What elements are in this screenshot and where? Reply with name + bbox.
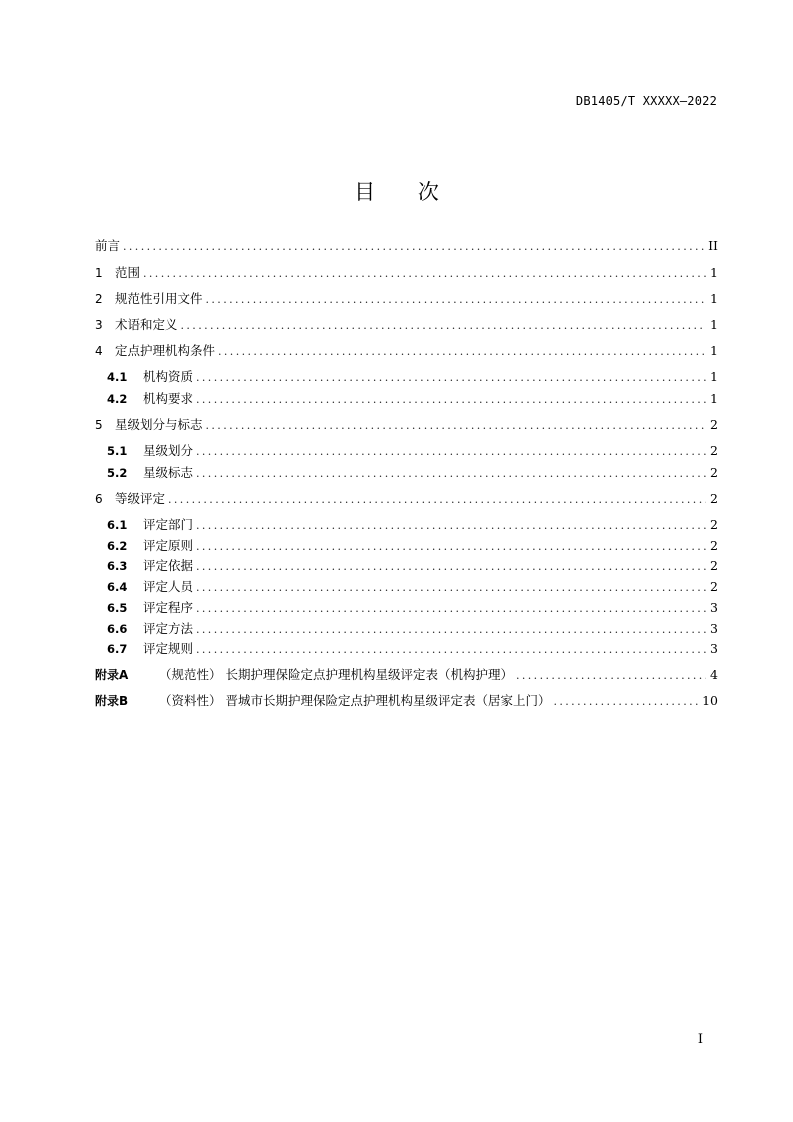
toc-entry-number: 6.5 xyxy=(107,601,128,615)
toc-entry-number: 1 xyxy=(95,266,103,280)
toc-entry-label: 术语和定义 xyxy=(115,317,178,332)
toc-entry-page: 1 xyxy=(710,391,718,406)
toc-entry-label: 评定方法 xyxy=(143,621,194,636)
toc-entry-number: 4.2 xyxy=(107,392,128,406)
toc-subentry[interactable] xyxy=(95,578,718,597)
toc-entry-number: 附录A xyxy=(95,668,129,682)
toc-entry-number: 5.1 xyxy=(107,444,128,458)
toc-entry[interactable] xyxy=(95,290,718,309)
toc-entry-page: II xyxy=(708,238,718,253)
leader-dots xyxy=(196,465,706,483)
toc-entry-label: 范围 xyxy=(115,265,141,280)
toc-entry-page: 2 xyxy=(710,579,718,594)
toc-entry-number: 3 xyxy=(95,318,103,332)
leader-dots xyxy=(516,667,706,685)
leader-dots xyxy=(181,317,706,335)
toc-entry-label: 机构要求 xyxy=(143,391,194,406)
toc-entry-page: 1 xyxy=(710,265,718,280)
toc-entry[interactable] xyxy=(95,264,718,283)
toc-entry-label: 定点护理机构条件 xyxy=(115,343,216,358)
toc-entry-number: 5 xyxy=(95,418,103,432)
toc-entry-number: 6.7 xyxy=(107,642,128,656)
toc-entry-page: 1 xyxy=(710,291,718,306)
toc-entry-label: 等级评定 xyxy=(115,491,166,506)
leader-dots xyxy=(196,600,706,618)
leader-dots xyxy=(196,641,706,659)
toc-entry-page: 1 xyxy=(710,317,718,332)
toc-appendix-a[interactable] xyxy=(95,666,718,685)
toc-entry-page: 2 xyxy=(710,443,718,458)
toc-entry-label: 评定依据 xyxy=(143,558,194,573)
toc-entry-label: （资料性） 晋城市长期护理保险定点护理机构星级评定表（居家上门） xyxy=(159,693,551,708)
toc-subentry[interactable] xyxy=(95,599,718,618)
leader-dots xyxy=(553,693,700,711)
toc-entry-number: 6.6 xyxy=(107,622,128,636)
toc-subentry[interactable] xyxy=(95,516,718,535)
toc-entry-number: 6.4 xyxy=(107,580,128,594)
toc-subentry[interactable] xyxy=(95,620,718,639)
toc-entry-page: 3 xyxy=(710,621,718,636)
document-code: DB1405/T XXXXX—2022 xyxy=(575,94,717,108)
leader-dots xyxy=(123,238,706,256)
toc-entry-label: 星级划分 xyxy=(143,443,194,458)
toc-entry-number: 2 xyxy=(95,292,103,306)
toc-entry[interactable] xyxy=(95,490,718,509)
toc-entry-page: 3 xyxy=(710,600,718,615)
toc-subentry[interactable] xyxy=(95,557,718,576)
toc-entry-page: 10 xyxy=(702,693,718,708)
toc-entry-page: 2 xyxy=(710,538,718,553)
toc-entry-foreword[interactable] xyxy=(95,237,718,256)
leader-dots xyxy=(196,369,706,387)
leader-dots xyxy=(206,291,706,309)
leader-dots xyxy=(196,579,706,597)
toc-entry-label: （规范性） 长期护理保险定点护理机构星级评定表（机构护理） xyxy=(159,667,513,682)
toc-entry-page: 4 xyxy=(710,667,718,682)
toc-entry[interactable] xyxy=(95,416,718,435)
toc-subentry[interactable] xyxy=(95,464,718,483)
toc-entry-number: 4.1 xyxy=(107,370,128,384)
leader-dots xyxy=(143,265,706,283)
page-number: I xyxy=(697,1032,703,1047)
toc-entry-page: 1 xyxy=(710,343,718,358)
page-title: 目 次 xyxy=(354,180,439,204)
toc-entry-page: 2 xyxy=(710,465,718,480)
toc-entry-label: 评定规则 xyxy=(143,641,194,656)
toc-entry-number: 6.2 xyxy=(107,539,128,553)
toc-entry-page: 2 xyxy=(710,491,718,506)
toc-entry-label: 评定部门 xyxy=(143,517,194,532)
toc-entry[interactable] xyxy=(95,316,718,335)
toc-entry-label: 评定原则 xyxy=(143,538,194,553)
leader-dots xyxy=(168,491,706,509)
toc-entry-label: 评定人员 xyxy=(143,579,194,594)
leader-dots xyxy=(196,517,706,535)
toc-entry-page: 1 xyxy=(710,369,718,384)
toc-entry-label: 规范性引用文件 xyxy=(115,291,203,306)
toc-entry-page: 2 xyxy=(710,558,718,573)
leader-dots xyxy=(196,443,706,461)
toc-subentry[interactable] xyxy=(95,537,718,556)
toc-entry-number: 6.1 xyxy=(107,518,128,532)
leader-dots xyxy=(196,558,706,576)
toc-subentry[interactable] xyxy=(95,442,718,461)
toc-entry-page: 2 xyxy=(710,517,718,532)
toc-entry-page: 2 xyxy=(710,417,718,432)
toc-entry-number: 6.3 xyxy=(107,559,128,573)
toc-entry-number: 附录B xyxy=(95,694,129,708)
leader-dots xyxy=(196,621,706,639)
leader-dots xyxy=(196,538,706,556)
toc-entry-number: 6 xyxy=(95,492,103,506)
toc-entry-page: 3 xyxy=(710,641,718,656)
toc-entry-number: 5.2 xyxy=(107,466,128,480)
toc-entry-label: 评定程序 xyxy=(143,600,194,615)
toc-entry-label: 星级划分与标志 xyxy=(115,417,203,432)
leader-dots xyxy=(218,343,706,361)
toc-entry-label: 前言 xyxy=(95,238,121,253)
toc-entry[interactable] xyxy=(95,342,718,361)
toc-entry-number: 4 xyxy=(95,344,103,358)
toc-subentry[interactable] xyxy=(95,640,718,659)
toc-appendix-b[interactable] xyxy=(95,692,718,711)
toc-subentry[interactable] xyxy=(95,368,718,387)
toc-entry-label: 机构资质 xyxy=(143,369,194,384)
toc-subentry[interactable] xyxy=(95,390,718,409)
leader-dots xyxy=(196,391,706,409)
toc-entry-label: 星级标志 xyxy=(143,465,194,480)
leader-dots xyxy=(206,417,706,435)
